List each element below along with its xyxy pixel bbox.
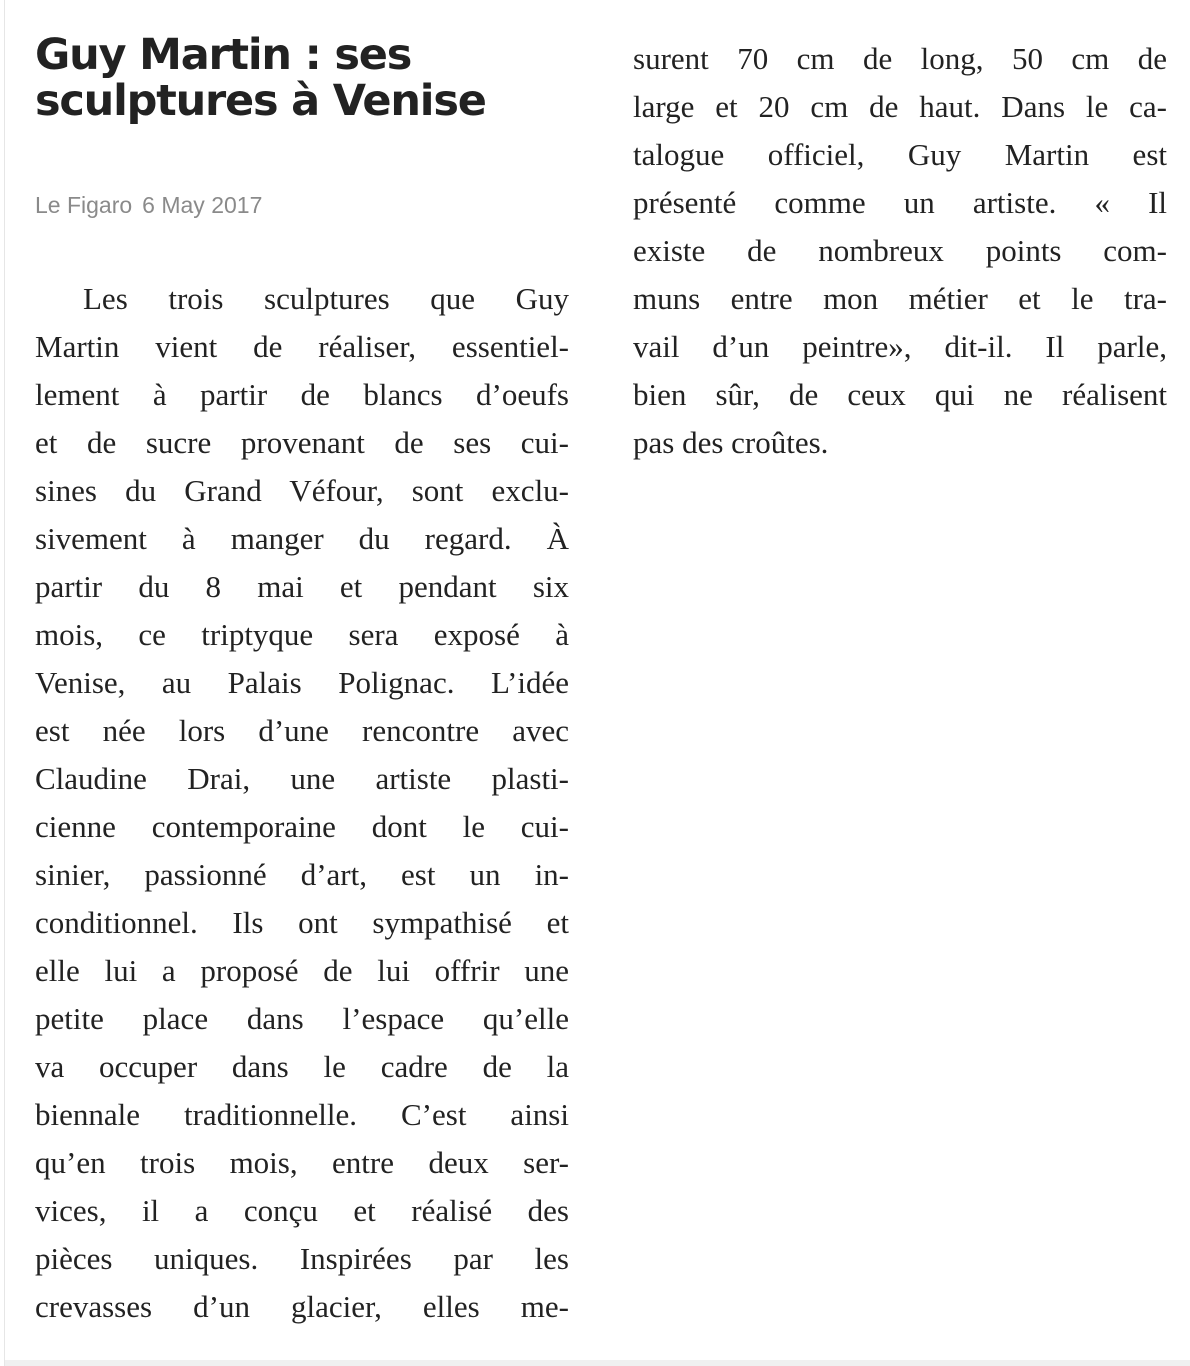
- text-line: est née lors d’une rencontre avec: [35, 713, 569, 748]
- article-meta: [35, 190, 262, 220]
- text-line: lement à partir de blancs d’oeufs: [35, 377, 569, 412]
- text-line: bien sûr, de ceux qui ne réalisent: [633, 377, 1167, 412]
- article-body-right-column: [633, 35, 1167, 467]
- text-line: pas des croûtes.: [633, 425, 829, 460]
- article-title: Guy Martin : ses sculptures à Venise: [35, 30, 486, 126]
- text-line: Venise, au Palais Polignac. L’idée: [35, 665, 569, 700]
- text-line: Les trois sculptures que Guy: [83, 281, 569, 316]
- text-line: Claudine Drai, une artiste plasti-: [35, 761, 569, 796]
- article-body-left-column: [35, 275, 569, 1331]
- text-line: surent 70 cm de long, 50 cm de: [633, 41, 1167, 76]
- text-line: mois, ce triptyque sera exposé à: [35, 617, 569, 652]
- text-line: cienne contemporaine dont le cui-: [35, 809, 569, 844]
- text-line: va occuper dans le cadre de la: [35, 1049, 569, 1084]
- text-line: vail d’un peintre», dit-il. Il parle,: [633, 329, 1167, 364]
- text-line: Martin vient de réaliser, essentiel-: [35, 329, 569, 364]
- text-line: pièces uniques. Inspirées par les: [35, 1241, 569, 1276]
- text-line: biennale traditionnelle. C’est ainsi: [35, 1097, 569, 1132]
- article-page: [4, 0, 1190, 1366]
- text-line: sivement à manger du regard. À: [35, 521, 569, 556]
- text-line: petite place dans l’espace qu’elle: [35, 1001, 569, 1036]
- bottom-edge: [5, 1360, 1190, 1366]
- article-source: Le Figaro: [35, 192, 133, 218]
- text-line: existe de nombreux points com-: [633, 233, 1167, 268]
- text-line: et de sucre provenant de ses cui-: [35, 425, 569, 460]
- text-line: sinier, passionné d’art, est un in-: [35, 857, 569, 892]
- text-line: qu’en trois mois, entre deux ser-: [35, 1145, 569, 1180]
- text-line: présenté comme un artiste. « Il: [633, 185, 1167, 220]
- text-line: large et 20 cm de haut. Dans le ca-: [633, 89, 1167, 124]
- text-line: talogue officiel, Guy Martin est: [633, 137, 1167, 172]
- text-line: vices, il a conçu et réalisé des: [35, 1193, 569, 1228]
- text-line: crevasses d’un glacier, elles me-: [35, 1289, 569, 1324]
- text-line: conditionnel. Ils ont sympathisé et: [35, 905, 569, 940]
- text-line: elle lui a proposé de lui offrir une: [35, 953, 569, 988]
- text-line: sines du Grand Véfour, sont exclu-: [35, 473, 569, 508]
- text-line: partir du 8 mai et pendant six: [35, 569, 569, 604]
- article-date: 6 May 2017: [142, 192, 263, 218]
- text-line: muns entre mon métier et le tra-: [633, 281, 1167, 316]
